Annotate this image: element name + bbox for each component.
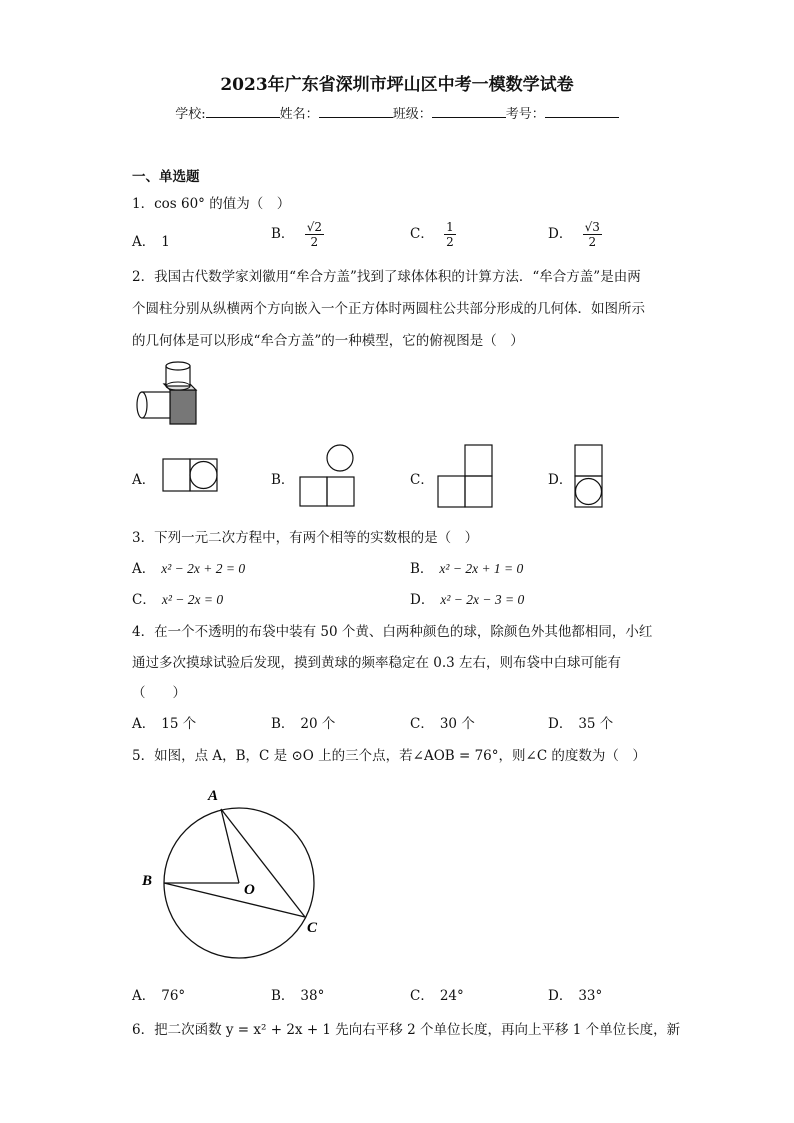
q2-option-b-figure bbox=[299, 443, 355, 507]
q4-option-b: B． 20 个 bbox=[271, 716, 336, 732]
q2-option-d-figure bbox=[574, 444, 604, 508]
class-blank bbox=[432, 105, 506, 118]
q3-stem: 3．下列一元二次方程中，有两个相等的实数根的是（ ） bbox=[132, 530, 479, 546]
q3-option-d: D． x² − 2x − 3 = 0 bbox=[410, 592, 525, 608]
q4-option-d: D． 35 个 bbox=[548, 716, 614, 732]
school-blank bbox=[206, 105, 280, 118]
q2-option-a: A． bbox=[132, 472, 156, 488]
q2-option-a-figure bbox=[162, 458, 218, 492]
point-label-c: C bbox=[307, 920, 318, 936]
exam-no-label: 考号： bbox=[505, 107, 545, 122]
q3-option-a: A． x² − 2x + 2 = 0 bbox=[132, 561, 246, 577]
q1-option-a: A． 1 bbox=[132, 234, 170, 250]
fraction: $\frac{√3}{2}$ bbox=[584, 220, 600, 249]
class-label: 班级： bbox=[392, 107, 432, 122]
exam-no-blank bbox=[545, 105, 619, 118]
q5-option-c: C． 24° bbox=[410, 988, 464, 1004]
q1-option-d: D． $\frac{√3}{2}$ bbox=[548, 220, 600, 249]
q3-option-b: B． x² − 2x + 1 = 0 bbox=[410, 561, 524, 577]
q1-stem: 1．cos 60° 的值为（ ） bbox=[132, 196, 291, 212]
q5-stem: 5．如图，点 A，B，C 是 ⊙O 上的三个点，若∠AOB = 76°，则∠C 的度数为（ ） bbox=[132, 748, 646, 764]
school-label: 学校: bbox=[175, 107, 206, 122]
q4-line-2: 通过多次摸球试验后发现，摸到黄球的频率稳定在 0.3 左右，则布袋中白球可能有 bbox=[132, 655, 622, 671]
point-label-b: B bbox=[142, 873, 153, 889]
q2-option-d: D． bbox=[548, 472, 573, 488]
q5-option-d: D． 33° bbox=[548, 988, 603, 1004]
q2-line-3: 的几何体是可以形成“牟合方盖”的一种模型，它的俯视图是（ ） bbox=[132, 333, 524, 349]
q5-option-a: A． 76° bbox=[132, 988, 186, 1004]
q6-stem: 6．把二次函数 y = x² + 2x + 1 先向右平移 2 个单位长度，再向上平移 1 个单位长度，新 bbox=[132, 1022, 681, 1038]
page-title: 2023年广东省深圳市坪山区中考一模数学试卷 bbox=[220, 75, 574, 95]
point-label-a: A bbox=[208, 788, 219, 804]
point-label-o: O bbox=[244, 882, 255, 898]
section-heading: 一、单选题 bbox=[132, 169, 200, 185]
q4-option-a: A． 15 个 bbox=[132, 716, 197, 732]
fraction: $\frac{√2}{2}$ bbox=[306, 220, 322, 249]
q2-option-b: B． bbox=[271, 472, 295, 488]
fraction: $\frac{1}{2}$ bbox=[446, 220, 454, 249]
q1-option-c: C． $\frac{1}{2}$ bbox=[410, 220, 454, 249]
q4-line-3: （ ） bbox=[132, 685, 186, 701]
name-label: 姓名： bbox=[279, 107, 319, 122]
q1-option-b: B． $\frac{√2}{2}$ bbox=[271, 220, 322, 249]
q5-option-b: B． 38° bbox=[271, 988, 325, 1004]
q3-option-c: C． x² − 2x = 0 bbox=[132, 592, 224, 608]
q2-option-c-figure bbox=[437, 444, 493, 508]
q2-line-2: 个圆柱分别从纵横两个方向嵌入一个正方体时两圆柱公共部分形成的几何体．如图所示 bbox=[132, 301, 645, 317]
q4-option-c: C． 30 个 bbox=[410, 716, 475, 732]
q4-line-1: 4．在一个不透明的布袋中装有 50 个黄、白两种颜色的球，除颜色外其他都相同，小红 bbox=[132, 624, 653, 640]
q2-line-1: 2．我国古代数学家刘徽用“牟合方盖”找到了球体体积的计算方法．“牟合方盖”是由两 bbox=[132, 269, 641, 285]
name-blank bbox=[319, 105, 393, 118]
q2-option-c: C． bbox=[410, 472, 434, 488]
q2-solid-figure bbox=[134, 360, 204, 426]
student-info-line bbox=[0, 103, 794, 122]
q5-circle-diagram bbox=[136, 784, 336, 974]
